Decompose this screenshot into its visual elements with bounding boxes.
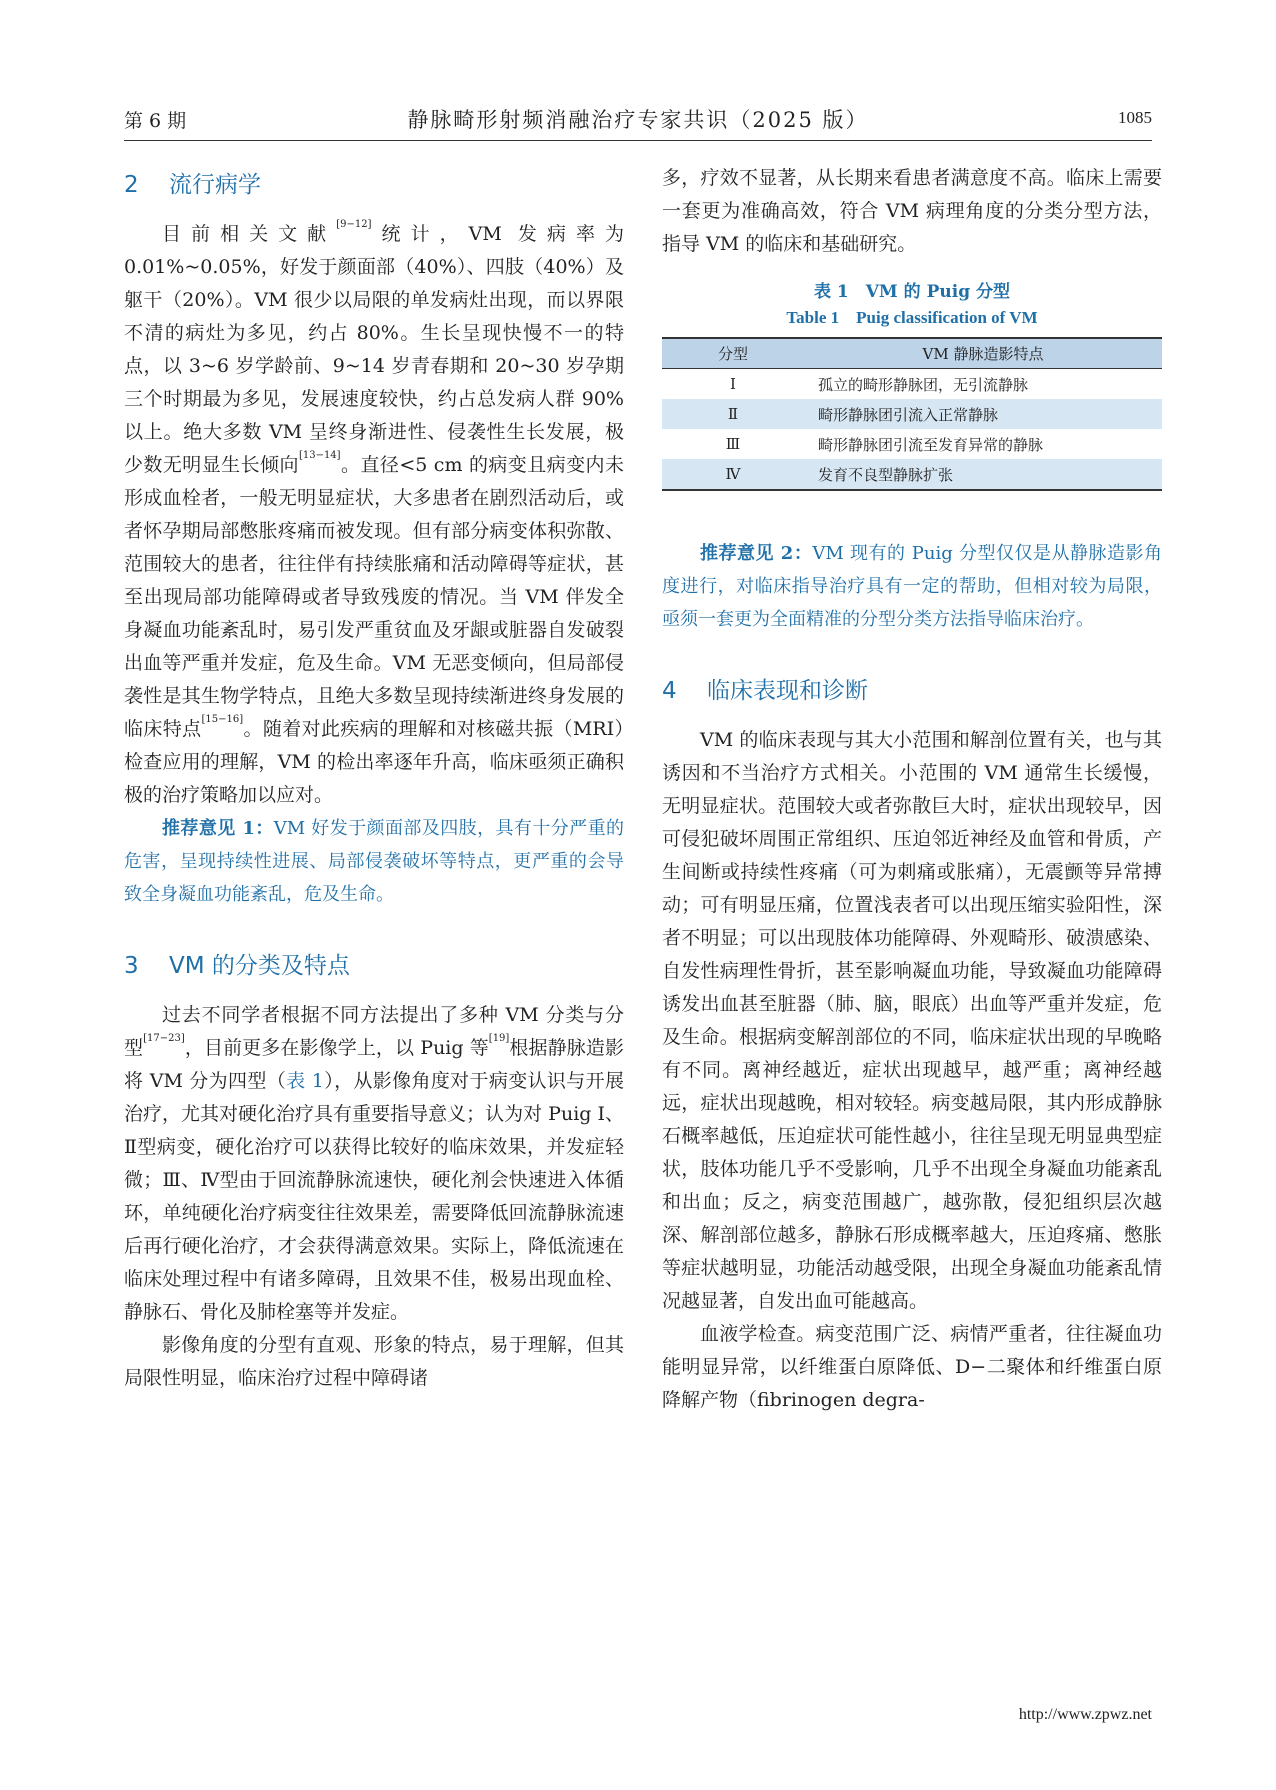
text-run: 。随着对此疾病的理解和对核磁共振（MRI）检查应用的理解，VM 的检出率逐年升高，临床亟须正确积极的治疗策略加以应对。 xyxy=(124,718,624,806)
table-caption-cn: 表 1 VM 的 Puig 分型 xyxy=(814,282,1010,302)
citation[interactable]: [9−12] xyxy=(336,219,372,230)
recommendation-text: VM 好发于颜面部及四肢，具有十分严重的危害，呈现持续性进展、局部侵袭破坏等特点，更严重的会导致全身凝血功能紊乱，危及生命。 xyxy=(124,818,625,905)
citation[interactable]: [17−23] xyxy=(143,1033,185,1044)
epidemiology-paragraph xyxy=(124,218,624,812)
section-2-heading xyxy=(124,160,624,210)
table-row xyxy=(662,459,1162,490)
journal-url[interactable]: http://www.zpwz.net xyxy=(1018,1706,1152,1723)
section-number: 4 xyxy=(662,678,677,704)
table-cell: Ⅱ xyxy=(662,399,804,429)
table-row xyxy=(662,399,1162,429)
table-cell: 孤立的畸形静脉团，无引流静脉 xyxy=(818,375,1029,394)
text-run: 目前相关文献 xyxy=(162,223,337,245)
table-row xyxy=(662,369,1162,400)
section-4-heading xyxy=(662,666,1162,716)
recommendation-text: VM 现有的 Puig 分型仅仅是从静脉造影角度进行，对临床指导治疗具有一定的帮助，但相对较为局限，亟须一套更为全面精准的分型分类方法指导临床治疗。 xyxy=(662,543,1163,630)
text-run: ，目前更多在影像学上，以 Puig 等 xyxy=(184,1037,489,1059)
text-run: 统计，VM 发病率为 0.01%~0.05%，好发于颜面部（40%）、四肢（40%）及躯干（20%）。VM 很少以局限的单发病灶出现，而以界限不清的病灶为多见，约占 80%。生长呈现快慢不一的特点，以 3~6 岁学龄前、9~14 岁青春期和 20~30 岁孕期三个时期最为多见，发展速度较快，约占总发病人群 90% 以上。绝大多数 VM 呈终身渐进性、侵袭性生长发展，极少数无明显生长倾向 xyxy=(124,223,624,476)
citation[interactable]: [13−14] xyxy=(298,450,341,461)
recommendation-1 xyxy=(124,812,624,911)
puig-classification-table xyxy=(662,337,1162,491)
table-cell: 畸形静脉团引流入正常静脉 xyxy=(804,399,1162,429)
page-number: 1085 xyxy=(1118,108,1152,127)
citation[interactable]: [15−16] xyxy=(201,714,244,725)
right-column xyxy=(662,162,1162,1417)
table-cell: Ⅲ xyxy=(725,435,741,453)
imaging-paragraph-continued: 多，疗效不显著，从长期来看患者满意度不高。临床上需要一套更为准确高效，符合 VM 病理角度的分类分型方法，指导 VM 的临床和基础研究。 xyxy=(662,167,1162,255)
table-cell: Ⅰ xyxy=(730,375,736,393)
left-column xyxy=(124,160,624,1395)
text-run: 过去不同学者根据不同方法提出了多种 VM 分类与分型 xyxy=(124,1004,624,1059)
classification-paragraph xyxy=(124,999,624,1329)
section-title: VM 的分类及特点 xyxy=(169,953,350,979)
text-run: 根据静脉造影将 VM 分为四型（ xyxy=(124,1037,624,1092)
section-number: 3 xyxy=(124,953,139,979)
table-caption-en: Table 1 Puig classification of VM xyxy=(786,308,1038,327)
recommendation-2 xyxy=(662,537,1162,636)
table-1-link[interactable]: 表 1 xyxy=(286,1070,324,1092)
imaging-paragraph: 影像角度的分型有直观、形象的特点，易于理解，但其局限性明显，临床治疗过程中障碍诸 xyxy=(124,1334,624,1389)
running-title: 静脉畸形射频消融治疗专家共识（2025 版） xyxy=(407,108,869,132)
page-header xyxy=(124,100,1152,141)
issue-number: 第 6 期 xyxy=(124,110,187,132)
recommendation-label: 推荐意见 1： xyxy=(162,818,274,839)
section-title: 临床表现和诊断 xyxy=(707,678,868,704)
recommendation-label: 推荐意见 2： xyxy=(700,543,813,564)
section-3-heading xyxy=(124,941,624,991)
citation[interactable]: [19] xyxy=(488,1033,510,1044)
section-title: 流行病学 xyxy=(169,172,261,198)
text-run: 。直径<5 cm 的病变且病变内未形成血栓者，一般无明显症状，大多患者在剧烈活动后，或者怀孕期局部憋胀疼痛而被发现。但有部分病变体积弥散、范围较大的患者，往往伴有持续胀痛和活动障碍等症状，甚至出现局部功能障碍或者导致残废的情况。当 VM 伴发全身凝血功能紊乱时，易引发严重贫血及牙龈或脏器自发破裂出血等严重并发症，危及生命。VM 无恶变倾向，但局部侵袭性是其生物学特点，且绝大多数呈现持续渐进终身发展的临床特点 xyxy=(124,454,624,740)
table-cell: 畸形静脉团引流至发育异常的静脉 xyxy=(818,435,1044,454)
table-cell: Ⅳ xyxy=(662,459,804,490)
table-header: VM 静脉造影特点 xyxy=(804,338,1162,369)
table-header-row xyxy=(662,338,1162,369)
section-number: 2 xyxy=(124,172,139,198)
table-header: 分型 xyxy=(662,338,804,369)
clinical-paragraph: VM 的临床表现与其大小范围和解剖位置有关，也与其诱因和不当治疗方式相关。小范围的 VM 通常生长缓慢，无明显症状。范围较大或者弥散巨大时，症状出现较早，因可侵犯破坏周围正常组织、压迫邻近神经及血管和骨质，产生间断或持续性疼痛（可为刺痛或胀痛），无震颤等异常搏动；可有明显压痛，位置浅表者可以出现压缩实验阳性，深者不明显；可以出现肢体功能障碍、外观畸形、破溃感染、自发性病理性骨折，甚至影响凝血功能，导致凝血功能障碍诱发出血甚至脏器（肺、脑，眼底）出血等严重并发症，危及生命。根据病变解剖部位的不同，临床症状出现的早晚略有不同。离神经越近，症状出现越早，越严重；离神经越远，症状出现越晚，相对较轻。病变越局限，其内形成静脉石概率越低，压迫症状可能性越小，往往呈现无明显典型症状，肢体功能几乎不受影响，几乎不出现全身凝血功能紊乱和出血；反之，病变范围越广，越弥散，侵犯组织层次越深、解剖部位越多，静脉石形成概率越大，压迫疼痛、憋胀等症状越明显，功能活动越受限，出现全身凝血功能紊乱情况越显著，自发出血可能越高。 xyxy=(662,729,1162,1312)
hematology-paragraph: 血液学检查。病变范围广泛、病情严重者，往往凝血功能明显异常，以纤维蛋白原降低、D−二聚体和纤维蛋白原降解产物（fibrinogen degra- xyxy=(662,1323,1162,1411)
table-cell: 发育不良型静脉扩张 xyxy=(804,459,1162,490)
table-row xyxy=(662,429,1162,459)
text-run: ），从影像角度对于病变认识与开展治疗，尤其对硬化治疗具有重要指导意义；认为对 Puig Ⅰ、Ⅱ型病变，硬化治疗可以获得比较好的临床效果，并发症轻微；Ⅲ、Ⅳ型由于回流静脉流速快，硬化剂会快速进入体循环，单纯硬化治疗病变往往效果差，需要降低回流静脉流速后再行硬化治疗，才会获得满意效果。实际上，降低流速在临床处理过程中有诸多障碍，且效果不佳，极易出现血栓、静脉石、骨化及肺栓塞等并发症。 xyxy=(124,1070,624,1323)
